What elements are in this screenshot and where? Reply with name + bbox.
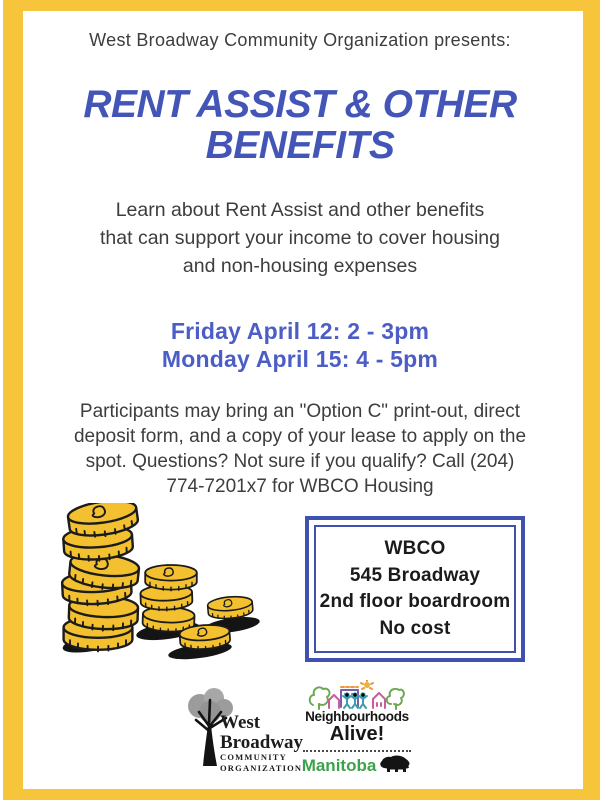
- schedule-line-1: Friday April 12: 2 - 3pm: [170, 318, 430, 344]
- details-line: 774-7201x7 for WBCO Housing: [166, 476, 434, 497]
- intro-line: Learn about Rent Assist and other benefits: [115, 199, 485, 221]
- presents-line: West Broadway Community Organization presents:: [89, 30, 511, 50]
- title-line-1: RENT ASSIST & OTHER: [83, 83, 517, 126]
- na-name-line-1: Neighbourhoods: [305, 709, 409, 724]
- bison-icon: [378, 755, 412, 775]
- wb-name-line: West: [220, 712, 261, 733]
- neighbourhoods-alive-logo: [299, 680, 415, 776]
- location-line-room: 2nd floor boardroom: [319, 591, 511, 612]
- west-broadway-logo: [183, 686, 309, 786]
- intro-line: and non-housing expenses: [182, 255, 418, 277]
- flyer-title: [0, 84, 600, 166]
- location-line-address: 545 Broadway: [349, 564, 481, 586]
- intro-line: that can support your income to cover housing: [100, 227, 500, 249]
- location-box: [305, 516, 525, 662]
- coins-stack-icon: [60, 503, 262, 663]
- details-line: spot. Questions? Not sure if you qualify? Call (204): [85, 451, 515, 472]
- na-name-line-2: Alive!: [329, 723, 385, 745]
- location-line-org: WBCO: [384, 538, 446, 559]
- wb-sub-line: ORGANIZATION: [220, 762, 303, 773]
- houses-people-icon: [307, 680, 407, 710]
- wb-sub-line: COMMUNITY: [220, 752, 287, 762]
- location-line-cost: No cost: [379, 617, 451, 639]
- wb-name-line: Broadway: [220, 731, 304, 753]
- details-line: Participants may bring an "Option C" print-out, direct: [79, 401, 521, 422]
- manitoba-wordmark: Manitoba: [301, 756, 377, 775]
- location-box-inner: [314, 525, 516, 653]
- manitoba-logo: [299, 756, 415, 776]
- dotted-divider: [303, 750, 411, 752]
- title-line-2: BENEFITS: [205, 124, 395, 167]
- west-broadway-logo-text: [220, 713, 303, 773]
- details-paragraph: [0, 399, 600, 499]
- schedule-line-2: Monday April 15: 4 - 5pm: [161, 345, 439, 372]
- details-line: deposit form, and a copy of your lease to apply on the: [73, 426, 527, 447]
- intro-paragraph: [0, 196, 600, 280]
- schedule: [0, 318, 600, 373]
